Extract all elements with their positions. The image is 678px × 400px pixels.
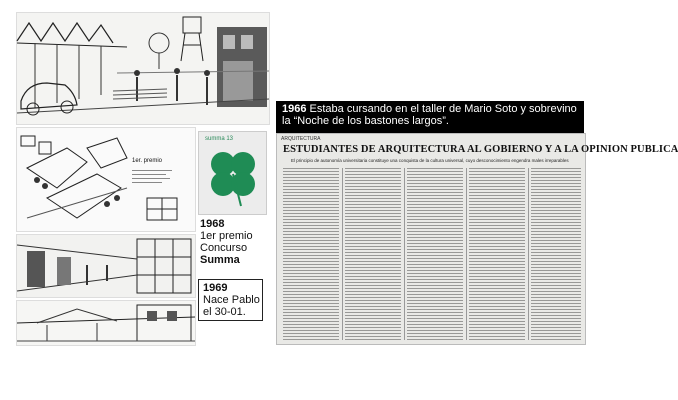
newspaper-column-2 (345, 168, 401, 340)
caption-1969 (198, 279, 263, 321)
section-drawing-bottom (16, 300, 196, 346)
caption-1969-line1: Nace Pablo (203, 294, 260, 306)
perspective-sketch (16, 12, 270, 125)
caption-1968-year: 1968 (200, 218, 225, 230)
newspaper-column-5 (531, 168, 581, 340)
newspaper-clipping (276, 133, 678, 345)
newspaper-column-1 (283, 168, 339, 340)
site-plan-drawing (16, 127, 196, 232)
summa-magazine-cover (198, 131, 267, 215)
caption-1969-year: 1969 (203, 282, 228, 294)
section-drawing-middle (16, 234, 196, 298)
news-caption-text: Estaba cursando en el taller de Mario Soto y sobrevino la “Noche de los bastones largos”. (282, 103, 577, 127)
newspaper-column-3 (407, 168, 463, 340)
news-caption-year: 1966 (282, 103, 307, 115)
summa-cover-title: summa 13 (205, 136, 234, 142)
newspaper-headline: ESTUDIANTES DE ARQUITECTURA AL GOBIERNO Y A LA OPINION PUBLICA (283, 144, 678, 155)
premio-label: 1er. premio (132, 158, 163, 164)
caption-1968 (200, 218, 253, 266)
caption-1968-line3: Summa (200, 254, 240, 266)
news-caption-1966 (276, 101, 584, 133)
caption-1968-line2: Concurso (200, 242, 248, 254)
caption-1969-line2: el 30-01. (203, 306, 246, 318)
newspaper-kicker: ARQUITECTURA (281, 136, 321, 142)
caption-1968-line1: 1er premio (200, 230, 253, 242)
newspaper-subheading: El principio de autonomía universitaria constituye una conquista de la cultura universal, cuyo desconocimiento engendra males irreparables (291, 158, 569, 163)
newspaper-column-4 (469, 168, 525, 340)
